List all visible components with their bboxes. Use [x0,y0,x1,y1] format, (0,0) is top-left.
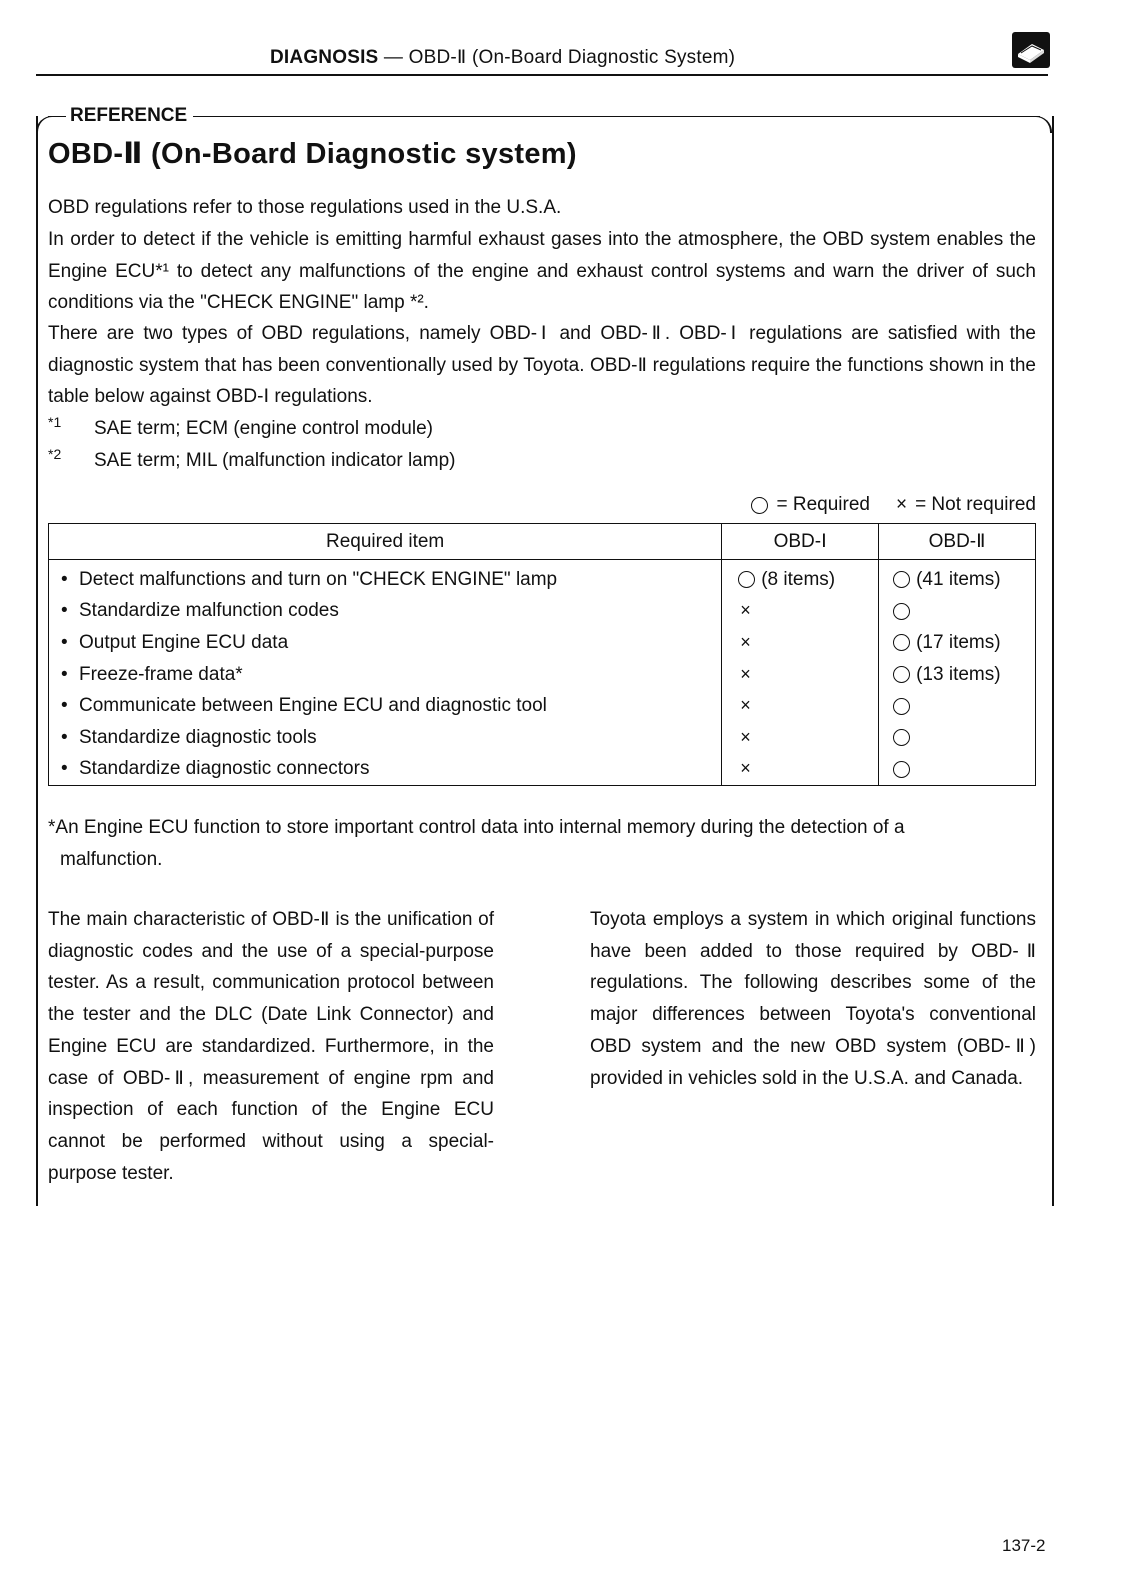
row-item-label: Detect malfunctions and turn on "CHECK ENGINE" lamp [79,568,558,590]
row-obd1-cell [722,596,879,628]
bullet-icon: • [61,758,68,780]
not-required-mark: × [740,726,751,747]
row-obd2-count: (41 items) [916,568,1001,590]
not-required-mark: × [740,663,751,684]
row-item-label: Communicate between Engine ECU and diagnostic tool [79,695,547,717]
intro-paragraph-2: In order to detect if the vehicle is emitting harmful exhaust gases into the atmosphere, the OBD system enables the Engine ECU*¹ to detect any malfunctions of the engine and exhaust control systems and warn the driver of such conditions via the "CHECK ENGINE" lamp *². [48,229,1036,313]
row-obd2-cell [879,560,1036,596]
bullet-icon: • [61,695,68,717]
obd-requirements-table [48,523,1036,786]
note-1: *1 SAE term; ECM (engine control module) [48,413,433,439]
row-item-cell [49,560,722,596]
row-obd1-cell [722,560,879,596]
legend-not-required-symbol: × [895,494,908,515]
row-obd2-cell [879,659,1036,691]
not-required-mark: × [740,695,751,716]
legend-not-required: = Not required [915,494,1036,515]
page-title: OBD-Ⅱ (On-Board Diagnostic system) [48,138,577,170]
not-required-mark: × [740,600,751,621]
row-obd1-count: (8 items) [761,568,836,590]
header-obd1: OBD-Ⅰ [722,524,879,560]
bullet-icon: • [61,663,68,685]
row-item-cell [49,596,722,628]
bullet-icon: • [61,726,68,748]
intro-paragraph-1: OBD regulations refer to those regulations used in the U.S.A. [48,197,562,218]
required-circle-icon [893,634,910,651]
row-item-label: Standardize malfunction codes [79,600,339,622]
row-item-cell [49,627,722,659]
header-section: DIAGNOSIS [270,47,379,68]
bullet-icon: • [61,600,68,622]
bullet-icon: • [61,631,68,653]
row-item-cell [49,754,722,786]
row-obd2-cell [879,754,1036,786]
left-column-paragraph: The main characteristic of OBD-Ⅱ is the unification of diagnostic codes and the use of a special-purpose tester. As a result, communication protocol between the tester and the DLC (Date Link Connector) and Engine ECU are standardized. Furthermore, in the case of OBD-Ⅱ, measurement of engine rpm and inspection of each function of the Engine ECU cannot be performed without using a special-purpose tester. [48,909,494,1184]
table-row [49,627,1036,659]
reference-top-rule [48,116,1040,117]
table-row [49,754,1036,786]
header-text [270,46,735,69]
row-obd1-cell [722,690,879,722]
reference-label: REFERENCE [66,104,193,128]
not-required-mark: × [740,758,751,779]
header-obd2: OBD-Ⅱ [879,524,1036,560]
row-obd2-cell [879,596,1036,628]
row-obd1-cell [722,722,879,754]
header-subtitle: OBD-Ⅱ (On-Board Diagnostic System) [408,47,736,68]
table-row [49,722,1036,754]
note-1-text: SAE term; ECM (engine control module) [94,418,433,439]
row-item-label: Output Engine ECU data [79,631,289,653]
right-column-paragraph: Toyota employs a system in which original functions have been added to those required by OBD-Ⅱ regulations. The following describes some of the major differences between Toyota's conventional OBD system and the new OBD system (OBD-Ⅱ) provided in vehicles sold in the U.S.A. and Canada. [590,909,1036,1089]
table-row [49,596,1036,628]
row-obd1-cell [722,627,879,659]
row-item-cell [49,659,722,691]
row-obd2-cell [879,690,1036,722]
row-item-label: Standardize diagnostic connectors [79,758,370,780]
intro-paragraph-3: There are two types of OBD regulations, namely OBD-Ⅰ and OBD-Ⅱ. OBD-Ⅰ regulations are satisfied with the diagnostic system that has been conventionally used by Toyota. OBD-Ⅱ regulations require the functions shown in the table below against OBD-Ⅰ regulations. [48,323,1036,407]
table-row [49,690,1036,722]
bullet-icon: • [61,568,68,590]
row-item-label: Standardize diagnostic tools [79,726,317,748]
note-2-text: SAE term; MIL (malfunction indicator lamp) [94,450,456,471]
required-circle-icon [893,603,910,620]
row-item-cell [49,722,722,754]
not-required-mark: × [740,631,751,652]
table-legend [751,494,1036,516]
row-obd2-count: (17 items) [916,631,1001,653]
required-circle-icon [893,666,910,683]
table-row [49,560,1036,596]
required-circle-icon [893,698,910,715]
table-header-row [49,524,1036,560]
table-row [49,659,1036,691]
book-icon [1012,32,1050,68]
required-circle-icon [738,571,755,588]
row-item-label: Freeze-frame data* [79,663,243,685]
page-header [36,38,1048,76]
row-item-cell [49,690,722,722]
page-number: 137-2 [1002,1536,1046,1555]
row-obd1-cell [722,754,879,786]
footnote-line-2: malfunction. [60,848,163,870]
left-column-text [48,904,494,1189]
table-footnote [48,812,1036,875]
row-obd2-cell [879,722,1036,754]
row-obd2-cell [879,627,1036,659]
row-obd1-cell [722,659,879,691]
header-dash: — [383,47,404,68]
required-circle-icon [893,729,910,746]
row-obd2-count: (13 items) [916,663,1001,685]
required-circle-icon [893,571,910,588]
header-required-item: Required item [49,524,722,560]
legend-required: = Required [776,494,870,515]
required-circle-icon [893,761,910,778]
footnote-line-1: *An Engine ECU function to store important control data into internal memory during the detection of a [48,817,905,838]
right-column-text [590,904,1036,1094]
required-circle-icon [751,497,768,514]
note-2: *2 SAE term; MIL (malfunction indicator lamp) [48,445,456,471]
